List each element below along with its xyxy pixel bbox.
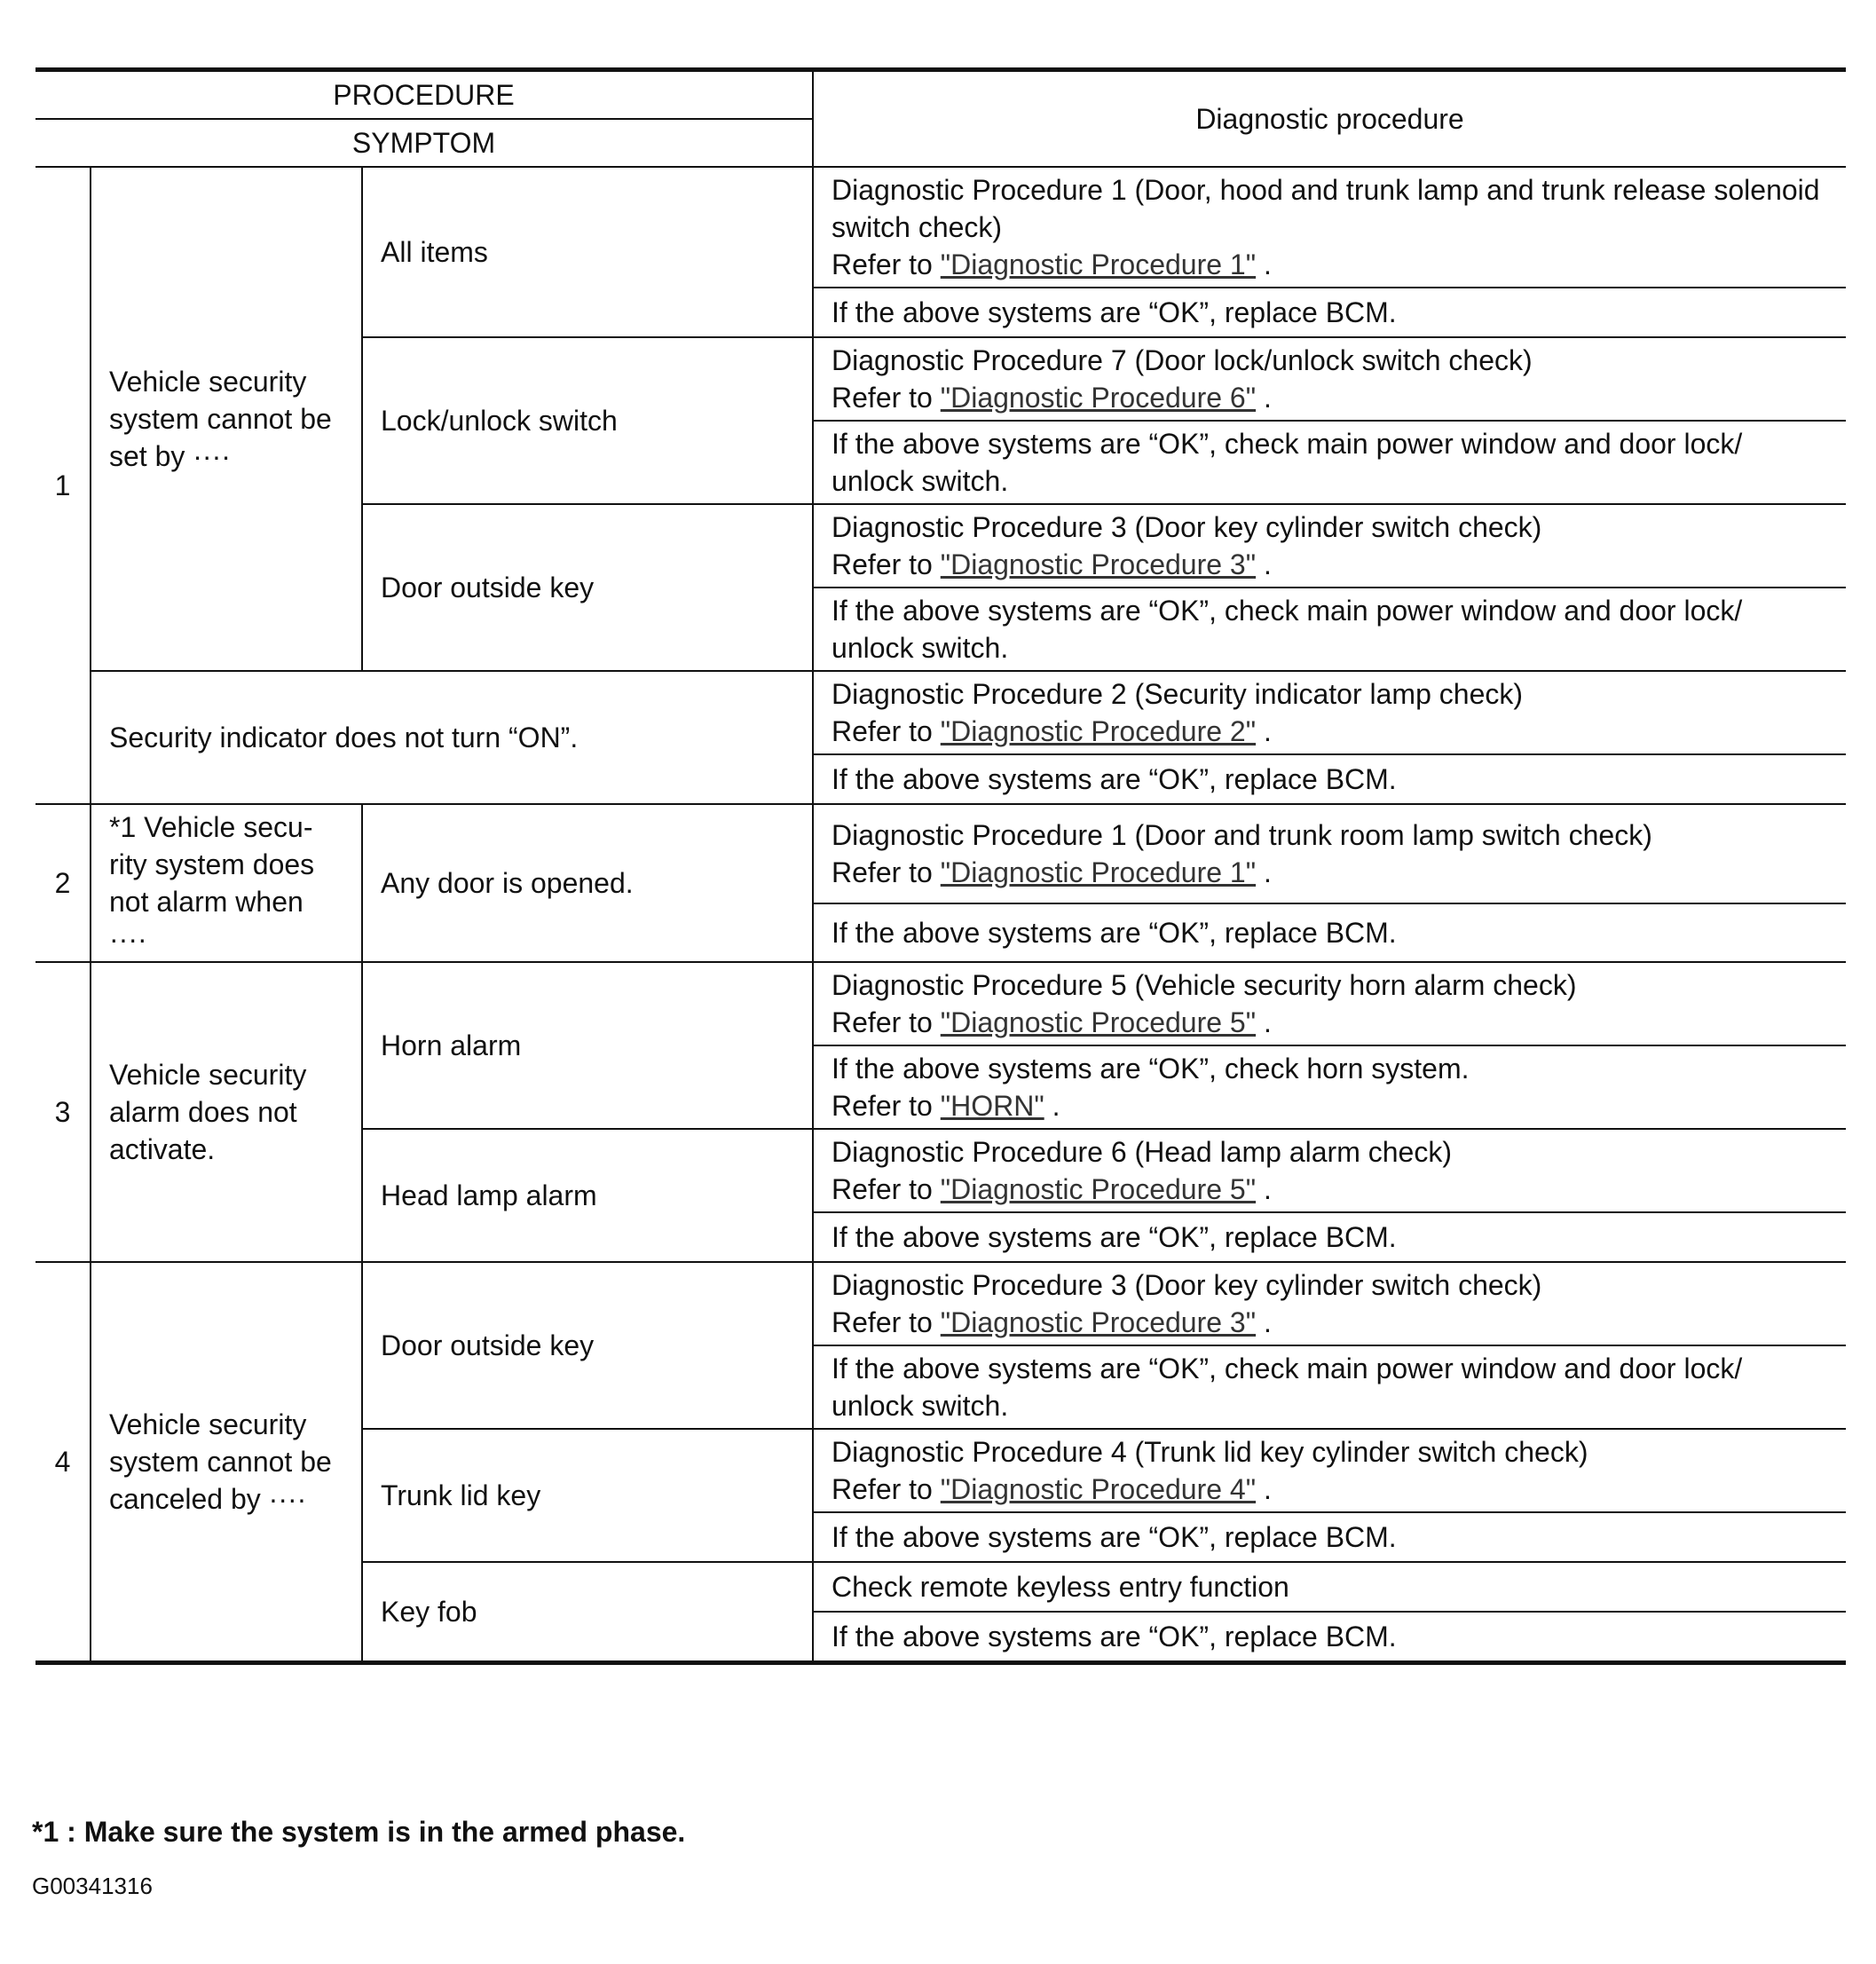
header-row (35, 70, 1846, 120)
diagnostic-table (35, 67, 1846, 1665)
procedure-text: Diagnostic Procedure 1 (Door, hood and trunk lamp and trunk release solenoid switch check) (832, 174, 1820, 243)
symptom-cell: Vehicle security system cannot be canceled by ···· (91, 1262, 362, 1663)
symptom-cell: Vehicle security alarm does not activate. (91, 962, 362, 1262)
refer-prefix: Refer to (832, 856, 941, 888)
refer-suffix: . (1256, 1006, 1272, 1038)
followup-cell: If the above systems are “OK”, replace BCM. (813, 1512, 1846, 1562)
condition-cell: Key fob (362, 1562, 813, 1663)
procedure-text: Diagnostic Procedure 6 (Head lamp alarm check) (832, 1136, 1452, 1168)
image-id: G00341316 (32, 1873, 153, 1899)
condition-cell: Door outside key (362, 1262, 813, 1429)
procedure-text: Diagnostic Procedure 4 (Trunk lid key cylinder switch check) (832, 1436, 1588, 1468)
procedure-cell (813, 804, 1846, 903)
group-number: 3 (35, 962, 91, 1262)
procedure-cell (813, 962, 1846, 1045)
symptom-cell: Vehicle security system cannot be set by ···· (91, 167, 362, 671)
followup-cell: If the above systems are “OK”, check main power window and door lock/ unlock switch. (813, 588, 1846, 671)
condition-cell: Head lamp alarm (362, 1129, 813, 1262)
table-row (35, 1262, 1846, 1345)
table-row (35, 962, 1846, 1045)
diagnostic-procedure-link[interactable]: "Diagnostic Procedure 4" (940, 1473, 1257, 1505)
diagnostic-procedure-link[interactable]: "Diagnostic Procedure 3" (940, 1306, 1257, 1338)
procedure-text: Diagnostic Procedure 1 (Door and trunk room lamp switch check) (832, 818, 1652, 851)
diagnostic-table-container (35, 67, 1846, 1665)
condition-cell: Lock/unlock switch (362, 337, 813, 504)
diagnostic-procedure-link[interactable]: "Diagnostic Procedure 2" (940, 715, 1257, 747)
symptom-cell: *1 Vehicle secu- rity system does not alarm when ···· (91, 804, 362, 962)
table-row (35, 671, 1846, 754)
diagnostic-procedure-link[interactable]: "Diagnostic Procedure 6" (940, 382, 1257, 414)
refer-suffix: . (1256, 382, 1272, 414)
followup-cell: If the above systems are “OK”, replace BCM. (813, 1212, 1846, 1262)
refer-prefix: Refer to (832, 715, 941, 747)
diagnostic-procedure-link[interactable]: "Diagnostic Procedure 3" (940, 548, 1257, 580)
refer-prefix: Refer to (832, 548, 941, 580)
refer-prefix: Refer to (832, 248, 941, 280)
refer-suffix: . (1256, 856, 1272, 888)
refer-suffix: . (1256, 1306, 1272, 1338)
procedure-text: Diagnostic Procedure 3 (Door key cylinder switch check) (832, 1269, 1542, 1301)
procedure-cell (813, 671, 1846, 754)
procedure-header: PROCEDURE (35, 70, 813, 120)
footnote: *1 : Make sure the system is in the armed phase. (32, 1816, 686, 1848)
followup-cell: If the above systems are “OK”, replace BCM. (813, 903, 1846, 962)
group-number: 4 (35, 1262, 91, 1663)
condition-cell: Trunk lid key (362, 1429, 813, 1562)
refer-suffix: . (1256, 548, 1272, 580)
horn-link[interactable]: "HORN" (940, 1090, 1044, 1122)
procedure-cell (813, 337, 1846, 421)
procedure-text: Diagnostic Procedure 2 (Security indicator lamp check) (832, 678, 1524, 710)
diagnostic-procedure-link[interactable]: "Diagnostic Procedure 1" (940, 248, 1257, 280)
refer-suffix: . (1256, 248, 1272, 280)
group-number: 1 (35, 167, 91, 804)
symptom-cell: Security indicator does not turn “ON”. (91, 671, 813, 804)
condition-cell: Any door is opened. (362, 804, 813, 962)
procedure-cell (813, 1129, 1846, 1212)
diagnostic-procedure-link[interactable]: "Diagnostic Procedure 5" (940, 1006, 1257, 1038)
condition-cell: Door outside key (362, 504, 813, 671)
procedure-text: Diagnostic Procedure 5 (Vehicle security horn alarm check) (832, 969, 1577, 1001)
procedure-cell (813, 167, 1846, 288)
followup-text: If the above systems are “OK”, check horn system. (832, 1053, 1470, 1085)
group-number: 2 (35, 804, 91, 962)
diagnostic-procedure-header: Diagnostic procedure (813, 70, 1846, 168)
condition-cell: All items (362, 167, 813, 337)
followup-cell (813, 1045, 1846, 1129)
procedure-cell (813, 504, 1846, 588)
refer-suffix: . (1256, 715, 1272, 747)
procedure-text: Diagnostic Procedure 7 (Door lock/unlock switch check) (832, 344, 1533, 376)
procedure-cell (813, 1429, 1846, 1512)
refer-prefix: Refer to (832, 1306, 941, 1338)
diagnostic-procedure-link[interactable]: "Diagnostic Procedure 5" (940, 1173, 1257, 1205)
followup-cell: If the above systems are “OK”, replace BCM. (813, 754, 1846, 804)
table-row (35, 167, 1846, 288)
refer-suffix: . (1256, 1473, 1272, 1505)
condition-cell: Horn alarm (362, 962, 813, 1129)
diagnostic-procedure-link[interactable]: "Diagnostic Procedure 1" (940, 856, 1257, 888)
symptom-header: SYMPTOM (35, 119, 813, 167)
refer-prefix: Refer to (832, 382, 941, 414)
followup-cell: If the above systems are “OK”, check main power window and door lock/ unlock switch. (813, 1345, 1846, 1429)
refer-prefix: Refer to (832, 1173, 941, 1205)
refer-suffix: . (1256, 1173, 1272, 1205)
refer-suffix: . (1044, 1090, 1060, 1122)
followup-cell: If the above systems are “OK”, replace BCM. (813, 288, 1846, 337)
procedure-text: Diagnostic Procedure 3 (Door key cylinder switch check) (832, 511, 1542, 543)
refer-prefix: Refer to (832, 1473, 941, 1505)
procedure-cell (813, 1262, 1846, 1345)
refer-prefix: Refer to (832, 1006, 941, 1038)
followup-cell: If the above systems are “OK”, check main power window and door lock/ unlock switch. (813, 421, 1846, 504)
table-row (35, 804, 1846, 903)
refer-prefix: Refer to (832, 1090, 941, 1122)
procedure-cell: Check remote keyless entry function (813, 1562, 1846, 1612)
followup-cell: If the above systems are “OK”, replace BCM. (813, 1612, 1846, 1663)
